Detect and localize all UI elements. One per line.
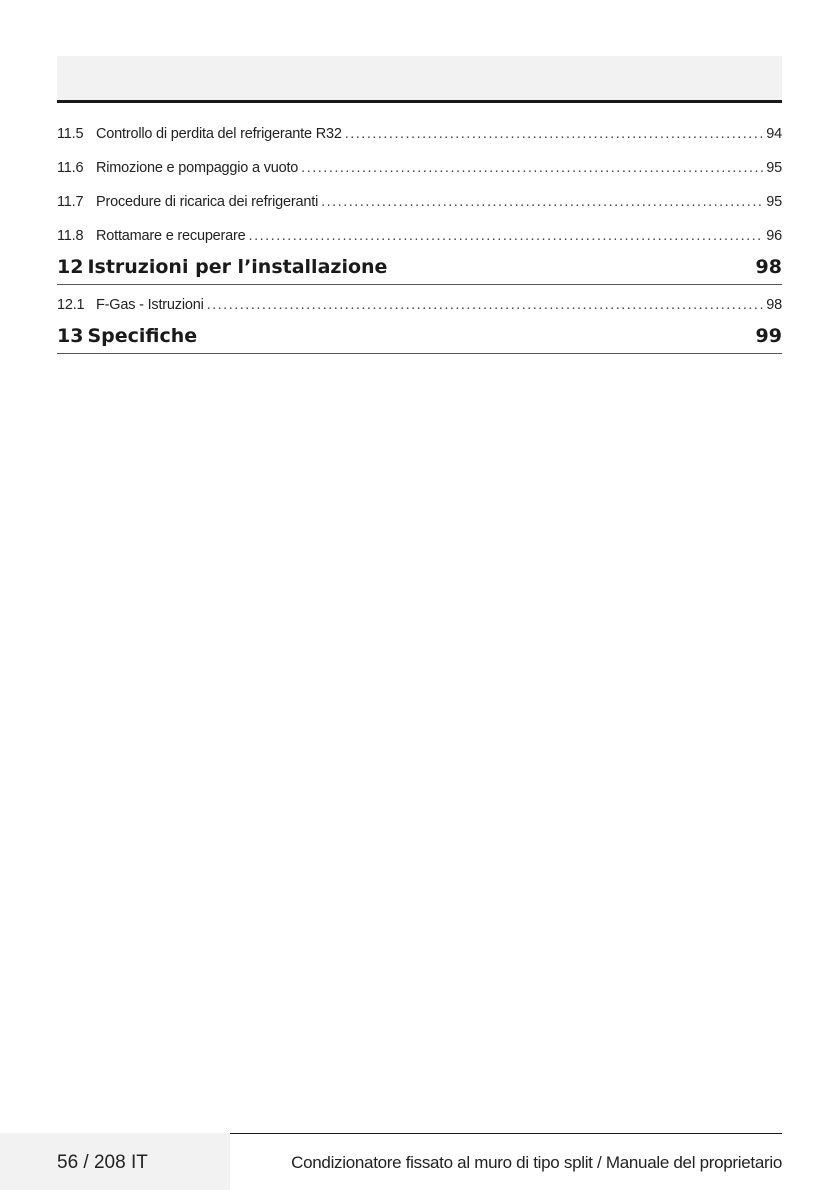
toc-entry-title: Procedure di ricarica dei refrigeranti [96, 194, 319, 210]
toc-entry-page: 95 [766, 194, 782, 210]
toc-entry-number: 11.6 [57, 160, 84, 176]
header-rule [57, 100, 782, 103]
toc-entry-title: Controllo di perdita del refrigerante R32 [96, 126, 342, 142]
dot-leader [249, 228, 764, 244]
header-band [57, 56, 782, 100]
toc-chapter-label: Specifiche [87, 325, 198, 347]
toc-chapter-12[interactable] [57, 256, 782, 285]
dot-leader [301, 160, 763, 176]
toc-entry-page: 94 [766, 126, 782, 142]
toc-entry-title: Rimozione e pompaggio a vuoto [96, 160, 299, 176]
toc-chapter-number: 12 [57, 256, 84, 278]
toc-entry-title: Rottamare e recuperare [96, 228, 246, 244]
footer-document-title: Condizionatore fissato al muro di tipo split / Manuale del proprietario [291, 1153, 782, 1172]
toc-entry[interactable] [57, 194, 782, 228]
toc-chapter-title [57, 325, 197, 347]
table-of-contents [57, 126, 782, 366]
toc-chapter-13[interactable] [57, 325, 782, 354]
toc-chapter-page: 99 [755, 325, 782, 347]
toc-chapter-label: Istruzioni per l’installazione [87, 256, 388, 278]
toc-chapter-page: 98 [755, 256, 782, 278]
toc-entry-number: 11.5 [57, 126, 84, 142]
footer-page-number: 56 / 208 IT [57, 1152, 148, 1173]
toc-entry-number: 12.1 [57, 297, 85, 313]
toc-entry-page: 96 [766, 228, 782, 244]
toc-chapter-number: 13 [57, 325, 84, 347]
toc-entry-page: 98 [766, 297, 782, 313]
toc-entry[interactable] [57, 160, 782, 194]
dot-leader [321, 194, 763, 210]
toc-entry-title: F-Gas - Istruzioni [96, 297, 204, 313]
toc-entry-number: 11.8 [57, 228, 84, 244]
dot-leader [345, 126, 764, 142]
toc-entry[interactable] [57, 126, 782, 160]
dot-leader [207, 297, 764, 313]
toc-entry-number: 11.7 [57, 194, 84, 210]
toc-chapter-title [57, 256, 387, 278]
footer-rule [230, 1133, 782, 1134]
toc-entry-page: 95 [766, 160, 782, 176]
